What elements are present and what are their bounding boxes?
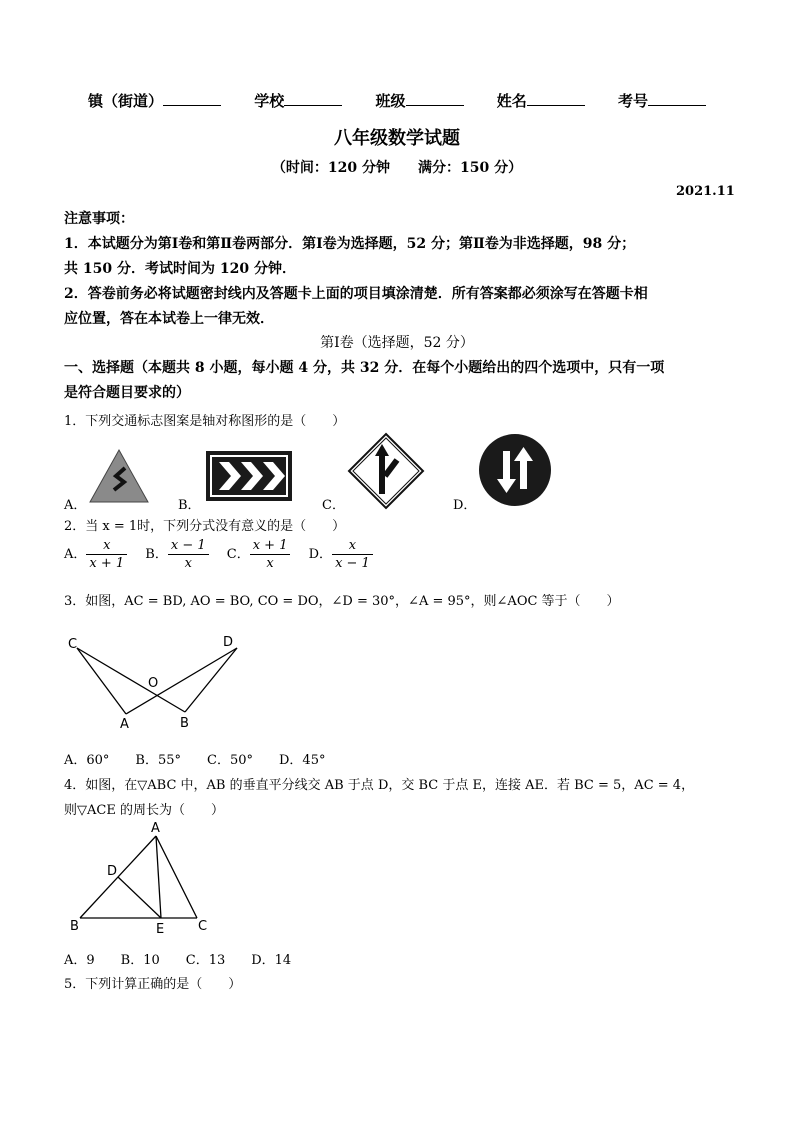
- field-town[interactable]: 镇（街道）: [88, 92, 221, 110]
- two-way-traffic-sign-icon: [478, 433, 552, 507]
- q3-label-b: B: [180, 716, 189, 731]
- q2-option-a[interactable]: A． $\frac{x}{x + 1}$: [64, 547, 127, 562]
- chevron-sign-icon: [205, 450, 293, 502]
- field-name[interactable]: 姓名: [497, 92, 585, 110]
- q4-label-d: D: [107, 864, 118, 879]
- notes-line-1: 1．本试题分为第Ⅰ卷和第Ⅱ卷两部分．第Ⅰ卷为选择题，52 分；第Ⅱ卷为非选择题，98 分；: [64, 236, 636, 252]
- q3-label-o: O: [148, 676, 159, 691]
- notes-heading: 注意事项：: [64, 211, 134, 227]
- section-instructions-2: 是符合题目要求的）: [64, 385, 190, 401]
- header-fields: [88, 90, 706, 111]
- q2-option-d[interactable]: D． $\frac{x}{x - 1}$: [309, 547, 373, 562]
- notes-line-4: 应位置，答在本试卷上一律无效．: [64, 311, 274, 327]
- field-school[interactable]: 学校: [254, 92, 342, 110]
- q1-option-b-label[interactable]: B．: [178, 498, 201, 513]
- q4-options[interactable]: A．9 B．10 C．13 D．14: [64, 953, 292, 968]
- q3-stem: 3．如图，AC = BD, AO = BO, CO = DO，∠D = 30°，∠A = 95°，则∠AOC 等于（ ）: [64, 594, 620, 609]
- q5-stem: 5．下列计算正确的是（ ）: [64, 977, 242, 992]
- q1-option-a-label[interactable]: A．: [64, 498, 87, 513]
- q4-label-c: C: [198, 919, 208, 934]
- q1-option-c-label[interactable]: C．: [322, 498, 345, 513]
- q3-label-d: D: [223, 635, 234, 650]
- q4-stem-1: 4．如图，在▽ABC 中，AB 的垂直平分线交 AB 于点 D，交 BC 于点 E，连接 AE．若 BC = 5，AC = 4，: [64, 778, 695, 793]
- warning-sign-icon: [88, 448, 150, 504]
- exam-date: 2021.11: [676, 184, 735, 199]
- field-exam-number[interactable]: 考号: [618, 92, 706, 110]
- notes-line-3: 2．答卷前务必将试题密封线内及答题卡上面的项目填涂清楚．所有答案都必须涂写在答题卡相: [64, 286, 648, 302]
- q4-figure: [66, 820, 216, 936]
- q3-figure: [60, 630, 250, 735]
- field-class[interactable]: 班级: [376, 92, 464, 110]
- q4-label-e: E: [156, 922, 165, 936]
- q2-stem: 2．当 x = 1时，下列分式没有意义的是（ ）: [64, 519, 346, 534]
- q1-stem: 1．下列交通标志图案是轴对称图形的是（ ）: [64, 414, 346, 429]
- q3-options[interactable]: A．60° B．55° C．50° D．45°: [64, 753, 326, 768]
- part1-title: 第Ⅰ卷（选择题，52 分）: [320, 335, 474, 351]
- q2-option-b[interactable]: B． $\frac{x - 1}{x}$: [145, 547, 208, 562]
- page-title: 八年级数学试题: [334, 128, 460, 149]
- q3-label-a: A: [120, 717, 129, 732]
- page-subtitle: （时间：120 分钟 满分：150 分）: [271, 160, 523, 176]
- q4-label-a: A: [151, 821, 160, 836]
- merge-sign-icon: [347, 432, 425, 510]
- q2-option-c[interactable]: C． $\frac{x + 1}{x}$: [227, 547, 291, 562]
- section-instructions-1: 一、选择题（本题共 8 小题，每小题 4 分，共 32 分．在每个小题给出的四个选项中，只有一项: [64, 360, 665, 376]
- q4-stem-2: 则▽ACE 的周长为（ ）: [64, 803, 224, 818]
- q2-options: [64, 537, 373, 572]
- q3-label-c: C: [68, 637, 78, 652]
- q4-label-b: B: [70, 919, 79, 934]
- notes-line-2: 共 150 分．考试时间为 120 分钟．: [64, 261, 296, 277]
- q1-option-d-label[interactable]: D．: [453, 498, 477, 513]
